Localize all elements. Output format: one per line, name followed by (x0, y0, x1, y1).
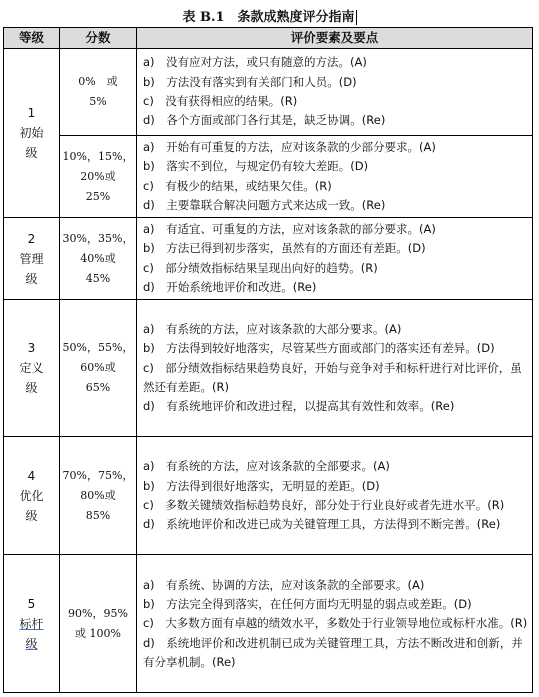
grade-name: 标杆 (19, 616, 44, 631)
criterion-item: b) 方法没有落实到有关部门和人员。(D) (143, 74, 357, 89)
criteria-cell (137, 300, 533, 437)
grade-name: 定义 (19, 361, 44, 376)
score-text: 30%，35%， (62, 231, 134, 245)
grade-number: 3 (27, 341, 36, 356)
criterion-item: a) 没有应对方法，或只有随意的方法。(A) (143, 55, 367, 70)
score-text: 20%或 (80, 169, 116, 183)
text-cursor (356, 10, 357, 25)
score-text: 0% 或 (78, 75, 118, 88)
header-criteria: 评价要素及要点 (137, 28, 533, 49)
score-cell (60, 555, 137, 693)
grade-cell-4 (4, 437, 60, 555)
criterion-item: a) 有系统的方法，应对该条款的大部分要求。(A) (143, 322, 402, 337)
score-cell (60, 218, 137, 300)
table-header-row (4, 28, 533, 49)
score-text: 10%，15%， (62, 149, 134, 163)
scoring-guide-table (3, 27, 533, 693)
grade-cell-5 (4, 555, 60, 693)
criteria-cell (137, 437, 533, 555)
criterion-item: d) 主要靠联合解决问题方式来达成一致。(Re) (143, 197, 386, 212)
score-text: 45% (85, 271, 111, 285)
score-text: 或 100% (75, 626, 121, 640)
table-row-level-3 (4, 300, 533, 437)
table-row-level-2 (4, 218, 533, 300)
score-text: 85% (85, 508, 111, 522)
criterion-item: c) 没有获得相应的结果。(R) (143, 94, 298, 108)
score-cell (60, 136, 137, 218)
grade-suffix: 级 (25, 508, 38, 523)
criterion-item: c) 有极少的结果，或结果欠佳。(R) (143, 178, 332, 193)
criterion-item: a) 开始有可重复的方法，应对该条款的少部分要求。(A) (143, 140, 436, 154)
grade-name: 管理 (19, 251, 44, 266)
criterion-item: b) 方法得到很好地落实，无明显的差距。(D) (143, 478, 380, 493)
grade-suffix: 级 (25, 146, 38, 161)
criteria-cell (137, 49, 533, 136)
grade-number: 1 (27, 106, 36, 121)
criterion-item: d) 系统地评价和改进机制已成为关键管理工具，方法不断改进和创新，并有分享机制。(Re) (143, 635, 523, 669)
criterion-item: c) 部分绩效指标结果趋势良好，开始与竞争对手和标杆进行对比评价，虽然还有差距。(R) (143, 360, 522, 395)
criterion-item: c) 部分绩效指标结果呈现出向好的趋势。(R) (143, 260, 378, 275)
table-row-level-5 (4, 555, 533, 693)
table-row-level-1b (4, 136, 533, 218)
score-text: 50%，55%， (62, 341, 134, 355)
criterion-item: d) 有系统地评价和改进过程，以提高其有效性和效率。(Re) (143, 399, 455, 414)
criterion-item: c) 多数关键绩效指标趋势良好，部分处于行业良好或者先进水平。(R) (143, 497, 505, 512)
score-text: 70%，75%， (62, 468, 134, 482)
table-title-text: 表 B.1 条款成熟度评分指南 (182, 10, 355, 25)
grade-name: 优化 (19, 488, 44, 503)
score-text: 65% (85, 381, 111, 395)
criterion-item: d) 开始系统地评价和改进。(Re) (143, 280, 317, 295)
grade-suffix: 级 (25, 636, 38, 651)
criterion-item: a) 有系统、协调的方法，应对该条款的全部要求。(A) (143, 577, 425, 592)
criterion-item: d) 各个方面或部门各行其是，缺乏协调。(Re) (143, 113, 386, 128)
header-score: 分数 (60, 28, 137, 49)
header-grade: 等级 (4, 28, 60, 49)
score-text: 5% (89, 95, 107, 108)
criterion-item: d) 系统地评价和改进已成为关键管理工具，方法得到不断完善。(Re) (143, 517, 501, 532)
grade-cell-3 (4, 300, 60, 437)
criteria-cell (137, 136, 533, 218)
grade-number: 2 (27, 231, 36, 246)
criteria-cell (137, 555, 533, 693)
score-cell (60, 300, 137, 437)
score-cell (60, 437, 137, 555)
criterion-item: b) 方法得到较好地落实，尽管某些方面或部门的落实还有差异。(D) (143, 341, 495, 356)
grade-name: 初始 (19, 126, 44, 141)
score-text: 25% (85, 189, 111, 203)
criterion-item: c) 大多数方面有卓越的绩效水平，多数处于行业领导地位或标杆水准。(R) (143, 616, 528, 631)
criterion-item: a) 有系统的方法，应对该条款的全部要求。(A) (143, 459, 390, 474)
grade-suffix: 级 (25, 381, 38, 396)
table-title (0, 6, 539, 25)
criterion-item: b) 方法完全得到落实，在任何方面均无明显的弱点或差距。(D) (143, 596, 472, 611)
grade-cell-1 (4, 49, 60, 218)
score-text: 60%或 (80, 361, 116, 375)
grade-cell-2 (4, 218, 60, 300)
table-row-level-4 (4, 437, 533, 555)
criterion-item: b) 落实不到位，与规定仍有较大差距。(D) (143, 159, 369, 174)
score-text: 40%或 (80, 251, 116, 265)
score-text: 90%，95% (68, 606, 128, 620)
grade-number: 4 (27, 468, 36, 483)
criterion-item: a) 有适宜、可重复的方法，应对该条款的部分要求。(A) (143, 222, 436, 237)
criteria-cell (137, 218, 533, 300)
score-text: 80%或 (80, 488, 116, 502)
criterion-item: b) 方法已得到初步落实，虽然有的方面还有差距。(D) (143, 241, 426, 256)
grade-number: 5 (27, 596, 36, 611)
grade-suffix: 级 (25, 271, 38, 286)
score-cell (60, 49, 137, 136)
table-row-level-1a (4, 49, 533, 136)
